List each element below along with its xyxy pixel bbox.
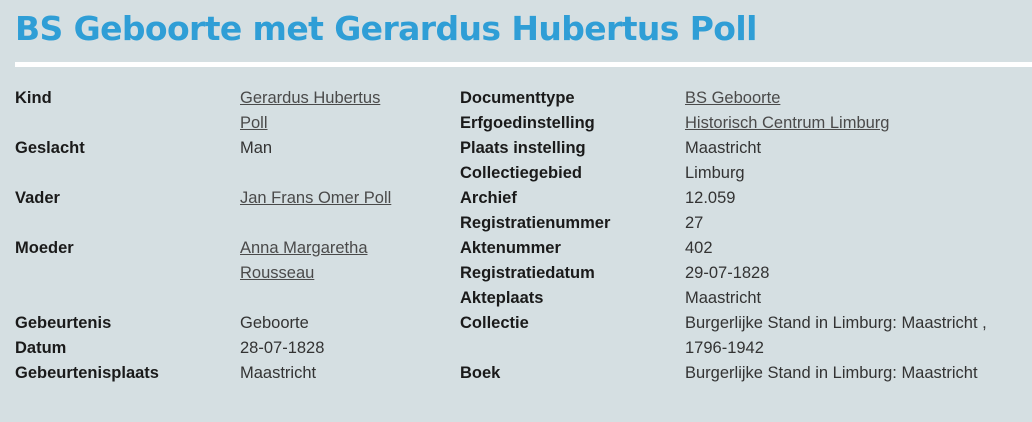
kind-label: Kind — [15, 89, 52, 107]
collectie-line2: 1796-1942 — [685, 339, 764, 357]
field-registratienummer — [460, 211, 1025, 236]
vader-label: Vader — [15, 189, 60, 207]
archief-value: 12.059 — [685, 189, 736, 207]
vader-link[interactable]: Jan Frans Omer Poll — [240, 189, 392, 207]
moeder-link-line1[interactable]: Anna Margaretha — [240, 239, 368, 257]
page-title: BS Geboorte met Gerardus Hubertus Poll — [15, 9, 757, 48]
gebeurtenis-label: Gebeurtenis — [15, 314, 112, 332]
kind-link-line1[interactable]: Gerardus Hubertus — [240, 89, 381, 107]
datum-label: Datum — [15, 339, 67, 357]
aktenummer-label: Aktenummer — [460, 239, 561, 257]
field-geslacht — [15, 136, 410, 161]
moeder-value — [240, 236, 410, 286]
field-gebeurtenis — [15, 311, 410, 336]
field-boek — [460, 361, 1025, 386]
field-datum — [15, 336, 410, 361]
kind-value — [240, 86, 410, 136]
registratienummer-value: 27 — [685, 214, 704, 232]
field-archief — [460, 186, 1025, 211]
field-aktenummer — [460, 236, 1025, 261]
erfgoed-value — [685, 111, 1025, 136]
kind-link[interactable] — [240, 89, 380, 132]
moeder-link-line2[interactable]: Rousseau — [240, 264, 315, 282]
collectie-value — [685, 311, 1025, 361]
archief-label: Archief — [460, 189, 517, 207]
aktenummer-value: 402 — [685, 239, 713, 257]
collectiegebied-value: Limburg — [685, 164, 745, 182]
gebeurtenisplaats-label: Gebeurtenisplaats — [15, 364, 159, 382]
boek-value: Burgerlijke Stand in Limburg: Maastricht — [685, 364, 978, 382]
field-vader — [15, 186, 410, 211]
moeder-link[interactable] — [240, 239, 368, 282]
field-erfgoedinstelling — [460, 111, 1025, 136]
vader-value — [240, 186, 410, 211]
geslacht-label: Geslacht — [15, 139, 85, 157]
spacer — [15, 161, 410, 186]
document-details — [460, 86, 1025, 386]
documenttype-value — [685, 86, 1025, 111]
registratienummer-label: Registratienummer — [460, 214, 611, 232]
field-collectie — [460, 311, 1025, 361]
field-kind — [15, 86, 410, 136]
field-moeder — [15, 236, 410, 286]
erfgoed-label: Erfgoedinstelling — [460, 114, 595, 132]
field-registratiedatum — [460, 261, 1025, 286]
field-akteplaats — [460, 286, 1025, 311]
documenttype-link[interactable]: BS Geboorte — [685, 89, 781, 107]
registratiedatum-label: Registratiedatum — [460, 264, 595, 282]
kind-link-line2[interactable]: Poll — [240, 114, 268, 132]
gebeurtenisplaats-value: Maastricht — [240, 364, 317, 382]
moeder-label: Moeder — [15, 239, 74, 257]
documenttype-label: Documenttype — [460, 89, 575, 107]
field-collectiegebied — [460, 161, 1025, 186]
akteplaats-label: Akteplaats — [460, 289, 544, 307]
title-divider — [15, 62, 1032, 67]
registratiedatum-value: 29-07-1828 — [685, 264, 770, 282]
spacer — [15, 211, 410, 236]
gebeurtenis-value: Geboorte — [240, 314, 309, 332]
field-documenttype — [460, 86, 1025, 111]
field-gebeurtenisplaats — [15, 361, 410, 386]
person-details — [15, 86, 410, 386]
plaats-value: Maastricht — [685, 139, 762, 157]
collectiegebied-label: Collectiegebied — [460, 164, 582, 182]
field-plaats-instelling — [460, 136, 1025, 161]
plaats-label: Plaats instelling — [460, 139, 586, 157]
collectie-line1: Burgerlijke Stand in Limburg: Maastricht , — [685, 314, 987, 332]
geslacht-value: Man — [240, 139, 273, 157]
spacer — [15, 286, 410, 311]
datum-value: 28-07-1828 — [240, 339, 325, 357]
boek-label: Boek — [460, 364, 501, 382]
collectie-label: Collectie — [460, 314, 529, 332]
erfgoed-link[interactable]: Historisch Centrum Limburg — [685, 114, 890, 132]
akteplaats-value: Maastricht — [685, 289, 762, 307]
